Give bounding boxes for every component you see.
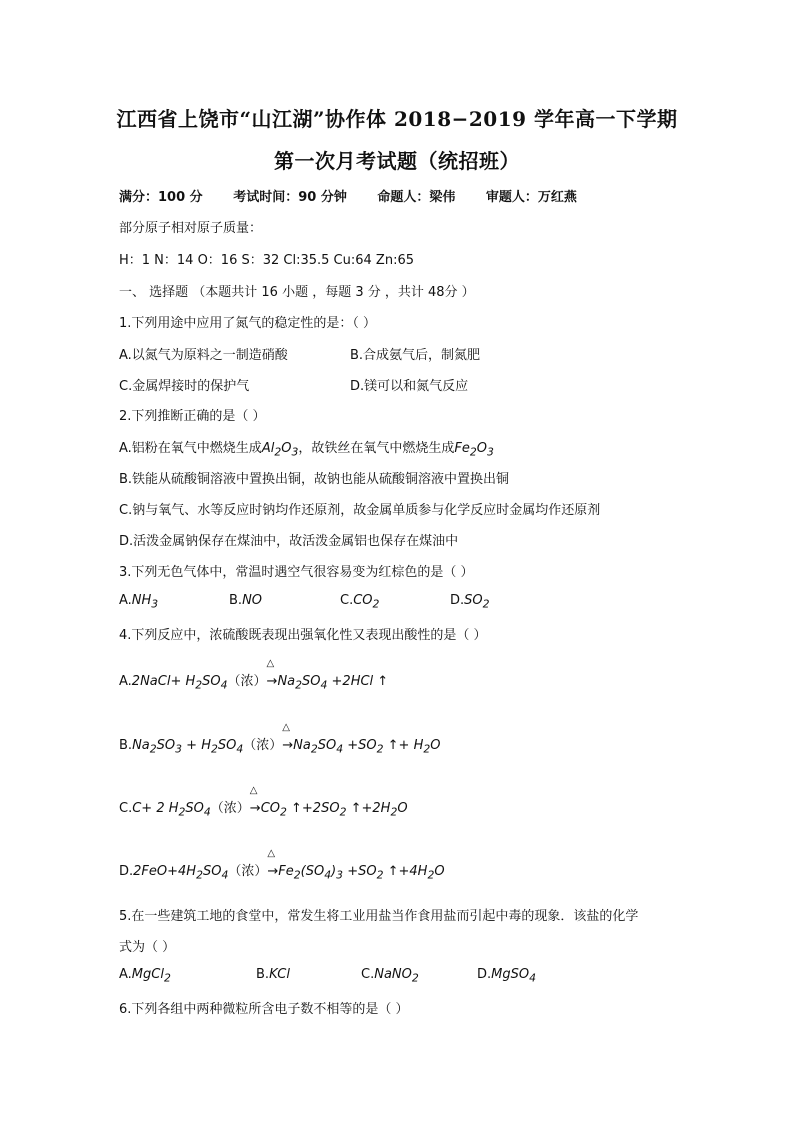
formula-fe2o3: $Fe_2O_3$: [454, 441, 494, 459]
q5-stem-line1: 5.在一些建筑工地的食堂中，常发生将工业用盐当作食用盐而引起中毒的现象．该盐的化学: [119, 909, 639, 924]
section-heading: 一、 选择题 （本题共计 16 小题 ，每题 3 分 ，共计 48分 ）: [119, 285, 475, 300]
q4-option-d: $D.2FeO+4H_2SO_4$（浓） △ $\to Fe_2(SO_4)_3 +SO_2$ $↑+4H_2O$: [119, 848, 445, 882]
q6-stem: 6.下列各组中两种微粒所含电子数不相等的是（ ）: [119, 1002, 409, 1017]
q1-stem: 1.下列用途中应用了氮气的稳定性的是：（ ）: [119, 316, 377, 331]
q4-option-a: A.2NaCl+ $H_2SO_4$（浓） △ $\to Na_2SO_4 +2HCl$ ↑: [119, 658, 389, 692]
q4-stem: 4.下列反应中，浓硫酸既表现出强氧化性又表现出酸性的是（ ）: [119, 628, 487, 643]
q5-option-a: A.MgCl$_2$: [119, 967, 171, 985]
q4-option-c: C.C+ 2 $H_2SO_4$（浓） △ $\to CO_2$ $↑+2SO_2$ $↑+2H_2O$: [119, 785, 408, 819]
meta-reviewer: 审题人：万红燕: [485, 190, 577, 205]
heat-arrow-icon: △ →: [249, 785, 261, 816]
q3-option-a: $A.NH_3$: [119, 593, 159, 611]
q5-option-d: D.MgSO$_4$: [477, 967, 536, 985]
meta-score: 满分：100 分: [119, 190, 203, 205]
q2-a-prefix: A.铝粉在氧气中燃烧生成: [119, 441, 262, 456]
q3-stem: 3.下列无色气体中，常温时遇空气很容易变为红棕色的是（ ）: [119, 565, 474, 580]
q1-option-d: D.镁可以和氮气反应: [350, 379, 469, 394]
q1-option-b: B.合成氨气后，制氮肥: [350, 348, 481, 363]
heat-arrow-icon: △ →: [266, 658, 278, 689]
q5-option-c: C.NaNO$_2$: [361, 967, 419, 985]
q2-option-d: D.活泼金属钠保存在煤油中，故活泼金属铝也保存在煤油中: [119, 534, 459, 549]
heat-arrow-icon: △ →: [282, 722, 294, 753]
q1-option-a: A.以氮气为原料之一制造硝酸: [119, 348, 288, 363]
q2-stem: 2.下列推断正确的是（ ）: [119, 409, 266, 424]
q5-stem-line2: 式为（ ）: [119, 940, 176, 955]
q3-option-d: $D.SO_2$: [450, 593, 490, 611]
atomic-mass-values: H：1 N：14 O：16 S：32 Cl:35.5 Cu:64 Zn:65: [119, 253, 414, 268]
q3-option-b: B.NO: [229, 593, 263, 608]
page-title-line1: 江西省上饶市“山江湖”协作体 2018−2019 学年高一下学期: [116, 107, 678, 131]
q2-option-b: B.铁能从硫酸铜溶液中置换出铜，故钠也能从硫酸铜溶液中置换出铜: [119, 472, 510, 487]
q2-a-mid: ，故铁丝在氧气中燃烧生成: [298, 441, 455, 456]
page-title-line2: 第一次月考试题（统招班）: [274, 149, 520, 173]
heat-arrow-icon: △ →: [267, 848, 279, 879]
q2-option-c: C.钠与氧气、水等反应时钠均作还原剂，故金属单质参与化学反应时金属均作还原剂: [119, 503, 601, 518]
meta-author: 命题人：梁伟: [377, 190, 456, 205]
formula-al2o3: $Al_2O_3$: [261, 441, 299, 459]
q5-option-b: B.KCl: [256, 967, 290, 982]
q2-option-a: [119, 437, 494, 459]
meta-time: 考试时间：90 分钟: [233, 190, 347, 205]
atomic-mass-heading: 部分原子相对原子质量：: [119, 221, 263, 236]
q1-option-c: C.金属焊接时的保护气: [119, 379, 250, 394]
q4-option-b: $B.Na_2SO_3 + H_2SO_4$（浓） △ $\to Na_2SO_4 +SO_2$ ↑+ $H_2O$: [119, 722, 441, 756]
exam-meta: [119, 186, 603, 205]
q3-option-c: $C.CO_2$: [340, 593, 380, 611]
